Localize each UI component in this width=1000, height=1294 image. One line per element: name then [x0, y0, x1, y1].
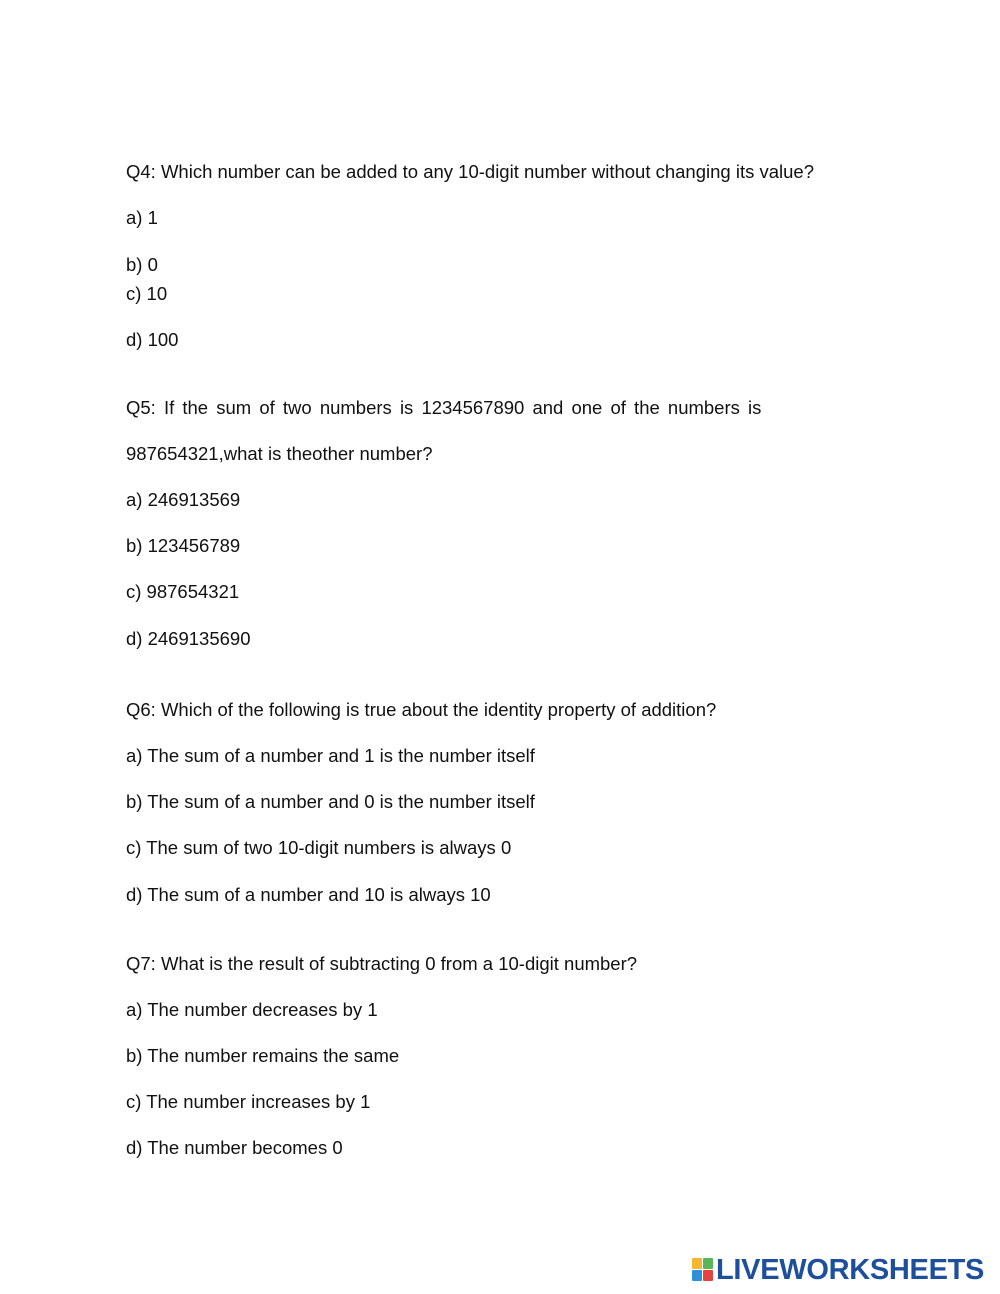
question-6-option-d: d) The sum of a number and 10 is always 10: [126, 884, 491, 905]
question-6-option-a: a) The sum of a number and 1 is the number itself: [126, 745, 535, 766]
question-6-option-c: c) The sum of two 10-digit numbers is always 0: [126, 837, 512, 858]
question-7-option-b: b) The number remains the same: [126, 1045, 400, 1066]
question-4-option-c: c) 10: [126, 283, 168, 304]
question-4-option-d: d) 100: [126, 329, 179, 350]
question-6-option-b: b) The sum of a number and 0 is the number itself: [126, 791, 535, 812]
question-6-prompt: Q6: Which of the following is true about the identity property of addition?: [126, 699, 717, 720]
question-7-option-a: a) The number decreases by 1: [126, 999, 378, 1020]
question-4-option-b: b) 0: [126, 254, 158, 275]
question-7-option-d: d) The number becomes 0: [126, 1137, 343, 1158]
question-5-option-a: a) 246913569: [126, 489, 241, 510]
question-7-prompt: Q7: What is the result of subtracting 0 from a 10-digit number?: [126, 953, 638, 974]
question-5-option-b: b) 123456789: [126, 535, 241, 556]
liveworksheets-logo[interactable]: [692, 1253, 985, 1286]
question-5-option-c: c) 987654321: [126, 581, 240, 602]
question-4-option-a: a) 1: [126, 207, 158, 228]
liveworksheets-logo-icon: [692, 1258, 714, 1282]
question-5-prompt-line-1: Q5: If the sum of two numbers is 1234567890 and one of the numbers is: [126, 397, 762, 418]
question-7-option-c: c) The number increases by 1: [126, 1091, 371, 1112]
question-5-prompt-line-2: 987654321,what is theother number?: [126, 443, 433, 464]
liveworksheets-logo-text: LIVEWORKSHEETS: [716, 1253, 985, 1286]
question-4-prompt: Q4: Which number can be added to any 10-digit number without changing its value?: [126, 161, 814, 182]
question-5-option-d: d) 2469135690: [126, 628, 251, 649]
